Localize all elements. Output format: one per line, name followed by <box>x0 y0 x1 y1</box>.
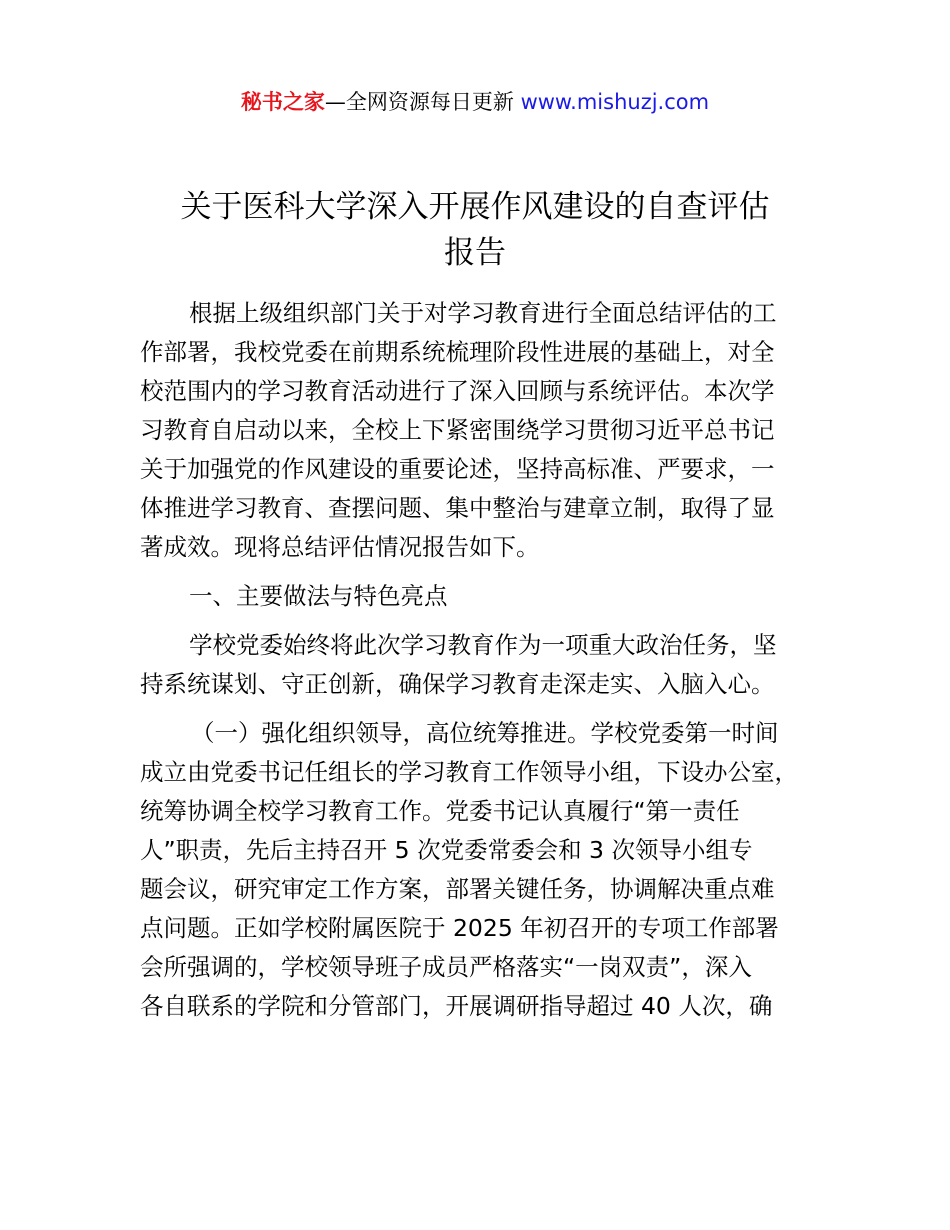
text-line: 作部署，我校党委在前期系统梳理阶段性进展的基础上，对全 <box>140 338 775 366</box>
paragraph-intro <box>140 294 815 567</box>
paragraph-leadership <box>140 714 815 1026</box>
paragraph-overview <box>140 626 815 704</box>
text-line: 习教育自启动以来，全校上下紧密围绕学习贯彻习近平总书记 <box>140 416 775 444</box>
text-line: 会所强调的，学校领导班子成员严格落实“一岗双责”，深入 <box>140 953 752 981</box>
text-line: 各自联系的学院和分管部门，开展调研指导超过 40 人次，确 <box>140 992 773 1020</box>
title-line-1: 关于医科大学深入开展作风建设的自查评估 <box>180 189 770 225</box>
text-line: 人”职责，先后主持召开 5 次党委常委会和 3 次领导小组专 <box>140 836 753 864</box>
brand-name: 秘书之家 <box>240 90 325 114</box>
text-line: 关于加强党的作风建设的重要论述，坚持高标准、严要求，一 <box>140 455 775 483</box>
text-line: （一）强化组织领导，高位统筹推进。学校党委第一时间 <box>191 719 779 747</box>
document-body <box>140 294 815 1026</box>
text-line: 学校党委始终将此次学习教育作为一项重大政治任务，坚 <box>189 631 777 659</box>
document-title <box>140 184 810 276</box>
text-line: 体推进学习教育、查摆问题、集中整治与建章立制，取得了显 <box>140 494 775 522</box>
text-line: 根据上级组织部门关于对学习教育进行全面总结评估的工 <box>189 299 777 327</box>
text-line: 题会议，研究审定工作方案，部署关键任务，协调解决重点难 <box>140 875 775 903</box>
heading-line: 一、主要做法与特色亮点 <box>189 582 448 610</box>
header-tagline: —全网资源每日更新 <box>324 90 514 114</box>
site-header <box>0 86 950 118</box>
text-line: 统筹协调全校学习教育工作。党委书记认真履行“第一责任 <box>140 797 740 825</box>
section-heading <box>140 577 815 616</box>
text-line: 点问题。正如学校附属医院于 2025 年初召开的专项工作部署 <box>140 914 779 942</box>
text-line: 成立由党委书记任组长的学习教育工作领导小组，下设办公室， <box>140 758 798 786</box>
text-line: 校范围内的学习教育活动进行了深入回顾与系统评估。本次学 <box>140 377 775 405</box>
site-url-link[interactable]: www.mishuzj.com <box>520 90 710 114</box>
text-line: 持系统谋划、守正创新，确保学习教育走深走实、入脑入心。 <box>140 670 775 698</box>
title-line-2: 报告 <box>444 235 506 271</box>
text-line: 著成效。现将总结评估情况报告如下。 <box>140 533 540 561</box>
